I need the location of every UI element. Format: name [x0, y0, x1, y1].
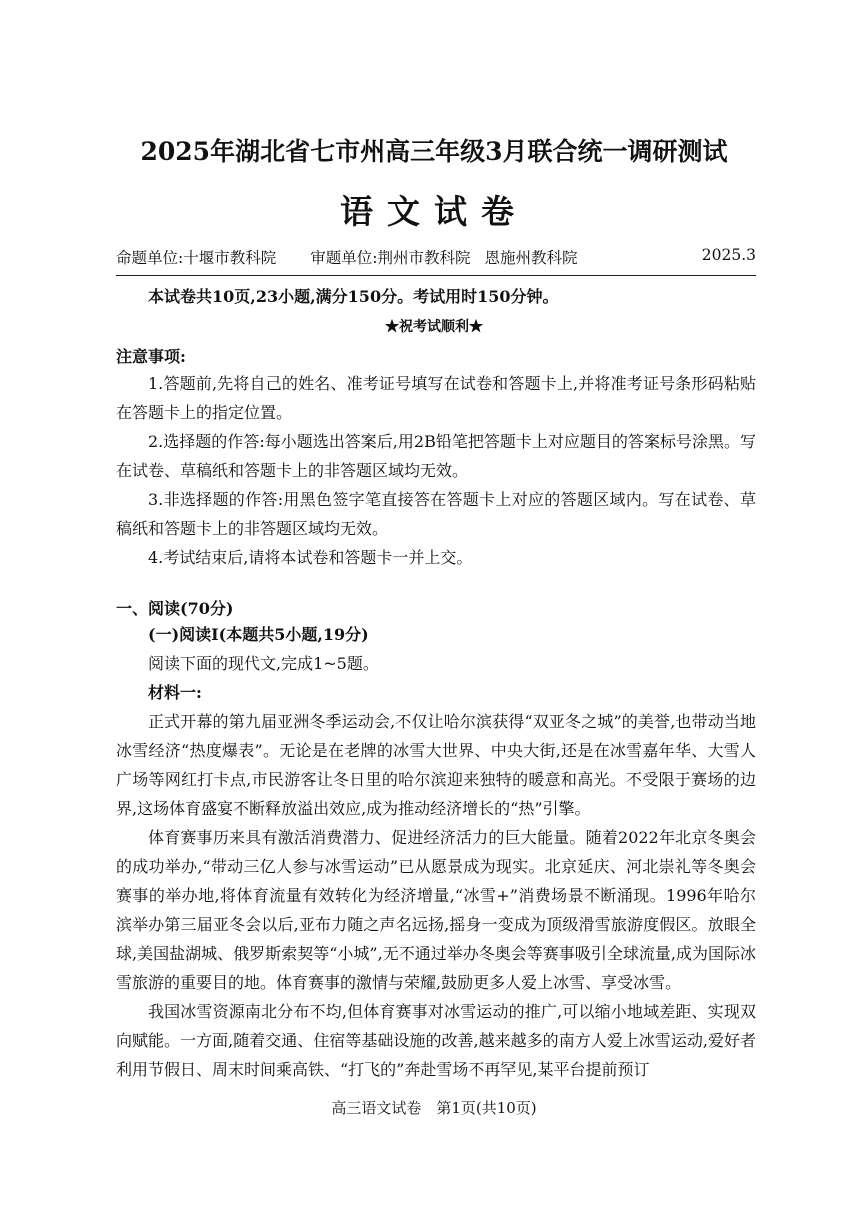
meta-row [116, 246, 756, 268]
exam-title: 2025年湖北省七市州高三年级3月联合统一调研测试 [140, 137, 728, 166]
exam-date: 2025.3 [701, 246, 756, 264]
section-instruction: 阅读下面的现代文,完成1~5题。 [148, 654, 379, 673]
passage-paragraph: 体育赛事历来具有激活消费潜力、促进经济活力的巨大能量。随着2022年北京冬奥会的成功举办,“带动三亿人参与冰雪运动”已从愿景成为现实。北京延庆、河北崇礼等冬奥会赛事的举办地,将体育流量有效转化为经济增量,“冰雪+”消费场景不断涌现。1996年哈尔滨举办第三届亚冬会以后,亚布力随之声名远扬,摇身一变成为顶级滑雪旅游度假区。放眼全球,美国盐湖城、俄罗斯索契等“小城”,无不通过举办冬奥会等赛事吸引全球流量,成为国际冰雪旅游的重要目的地。体育赛事的激情与荣耀,鼓励更多人爱上冰雪、享受冰雪。 [116, 828, 756, 992]
section-subtitle: (一)阅读Ⅰ(本题共5小题,19分) [148, 625, 369, 644]
note-item: 2.选择题的作答:每小题选出答案后,用2B铅笔把答题卡上对应题目的答案标号涂黑。写在试卷、草稿纸和答题卡上的非答题区域均无效。 [116, 432, 756, 480]
note-item: 3.非选择题的作答:用黑色签字笔直接答在答题卡上对应的答题区域内。写在试卷、草稿纸和答题卡上的非答题区域均无效。 [116, 490, 756, 538]
reviewer-unit-2: 恩施州教科院 [484, 249, 578, 267]
note-item: 1.答题前,先将自己的姓名、准考证号填写在试卷和答题卡上,并将准考证号条形码粘贴在答题卡上的指定位置。 [116, 374, 756, 422]
material-label: 材料一: [148, 683, 202, 702]
subject-title: 语文试卷 [340, 192, 528, 231]
passage-paragraph: 正式开幕的第九届亚洲冬季运动会,不仅让哈尔滨获得“双亚冬之城”的美誉,也带动当地冰雪经济“热度爆表”。无论是在老牌的冰雪大世界、中央大街,还是在冰雪嘉年华、大雪人广场等网红打卡点,市民游客让冬日里的哈尔滨迎来独特的暖意和高光。不受限于赛场的边界,这场体育盛宴不断释放溢出效应,成为推动经济增长的“热”引擎。 [116, 712, 756, 818]
notes-list [116, 369, 756, 572]
good-luck-banner: ★祝考试顺利★ [385, 319, 483, 335]
notes-heading: 注意事项: [116, 347, 186, 366]
header-divider [116, 275, 756, 276]
section-body [116, 620, 756, 1084]
passage-paragraph: 我国冰雪资源南北分布不均,但体育赛事对冰雪运动的推广,可以缩小地域差距、实现双向赋能。一方面,随着交通、住宿等基础设施的改善,越来越多的南方人爱上冰雪运动,爱好者利用节假日、周末时间乘高铁、“打飞的”奔赴雪场不再罕见,某平台提前预订 [116, 1002, 756, 1079]
exam-summary: 本试卷共10页,23小题,满分150分。考试用时150分钟。 [148, 287, 559, 306]
setter-unit: 命题单位:十堰市教科院 [116, 249, 277, 267]
note-item: 4.考试结束后,请将本试卷和答题卡一并上交。 [148, 548, 473, 567]
meta-units [116, 246, 577, 268]
reviewer-units [310, 246, 577, 268]
page-footer: 高三语文试卷 第1页(共10页) [331, 1099, 537, 1117]
section-title: 一、阅读(70分) [116, 599, 234, 618]
reviewer-unit-1: 审题单位:荆州市教科院 [310, 249, 471, 267]
